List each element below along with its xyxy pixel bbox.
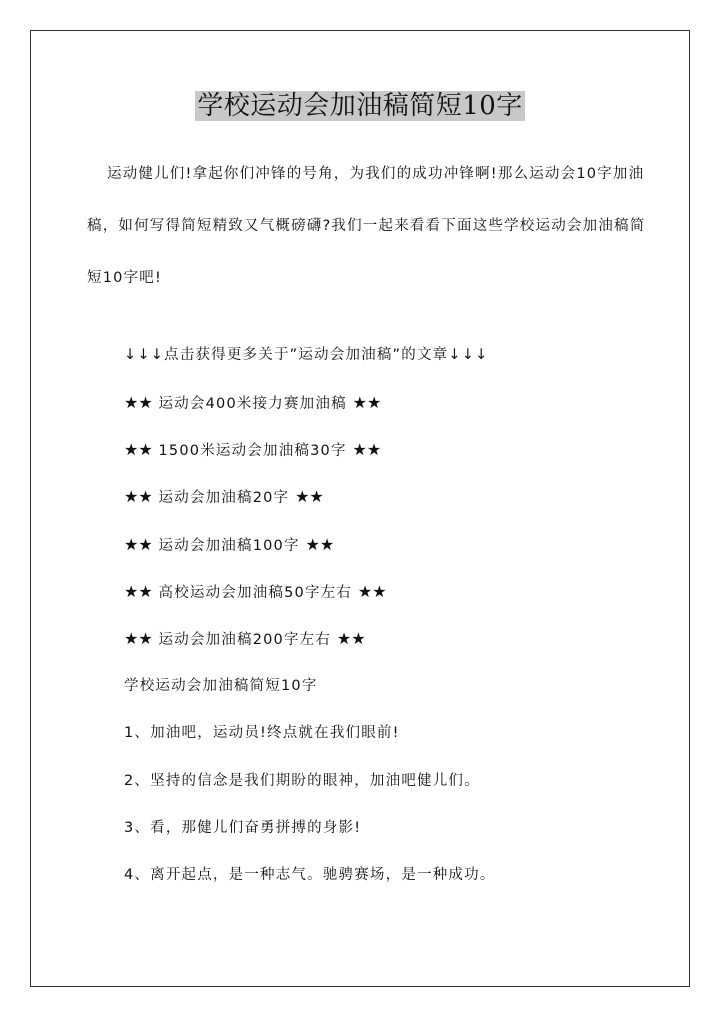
star-icon: ★★ [124,582,153,601]
document-title-text: 学校运动会加油稿简短10字 [197,91,523,121]
related-link-label: 运动会加油稿200字左右 [158,632,332,648]
related-link-label: 运动会400米接力赛加油稿 [158,396,347,412]
list-item: 3、看，那健儿们奋勇拼搏的身影! [124,820,362,836]
star-icon: ★★ [352,440,382,459]
related-link-1[interactable] [124,391,381,416]
list-item: 2、坚持的信念是我们期盼的眼神，加油吧健儿们。 [124,773,480,789]
related-link-2[interactable] [124,438,381,463]
star-icon: ★★ [124,629,153,648]
star-icon: ★★ [336,629,366,648]
star-icon: ★★ [124,393,153,412]
list-item: 1、加油吧，运动员!终点就在我们眼前! [124,725,400,741]
list-item: 4、离开起点，是一种志气。驰骋赛场，是一种成功。 [124,867,496,883]
intro-paragraph: 运动健儿们!拿起你们冲锋的号角，为我们的成功冲锋啊!那么运动会10字加油稿，如何写得简短精致又气概磅礴?我们一起来看看下面这些学校运动会加油稿简短10字吧! [87,166,646,286]
document-title [0,88,720,124]
related-link-label: 高校运动会加油稿50字左右 [158,585,353,601]
star-icon: ★★ [295,487,324,506]
star-icon: ★★ [305,535,335,554]
related-link-4[interactable] [124,533,334,558]
star-icon: ★★ [352,393,382,412]
star-icon: ★★ [124,440,153,459]
section-heading: 学校运动会加油稿简短10字 [124,678,318,694]
related-link-6[interactable] [124,627,366,652]
related-link-label: 运动会加油稿20字 [158,490,290,506]
star-icon: ★★ [357,582,387,601]
star-icon: ★★ [124,535,153,554]
related-link-5[interactable] [124,580,387,605]
related-link-3[interactable] [124,485,324,510]
related-link-label: 1500米运动会加油稿30字 [158,443,347,459]
star-icon: ★★ [124,487,153,506]
related-link-label: 运动会加油稿100字 [158,538,300,554]
more-articles-link[interactable]: ↓↓↓点击获得更多关于”运动会加油稿”的文章↓↓↓ [124,347,489,363]
